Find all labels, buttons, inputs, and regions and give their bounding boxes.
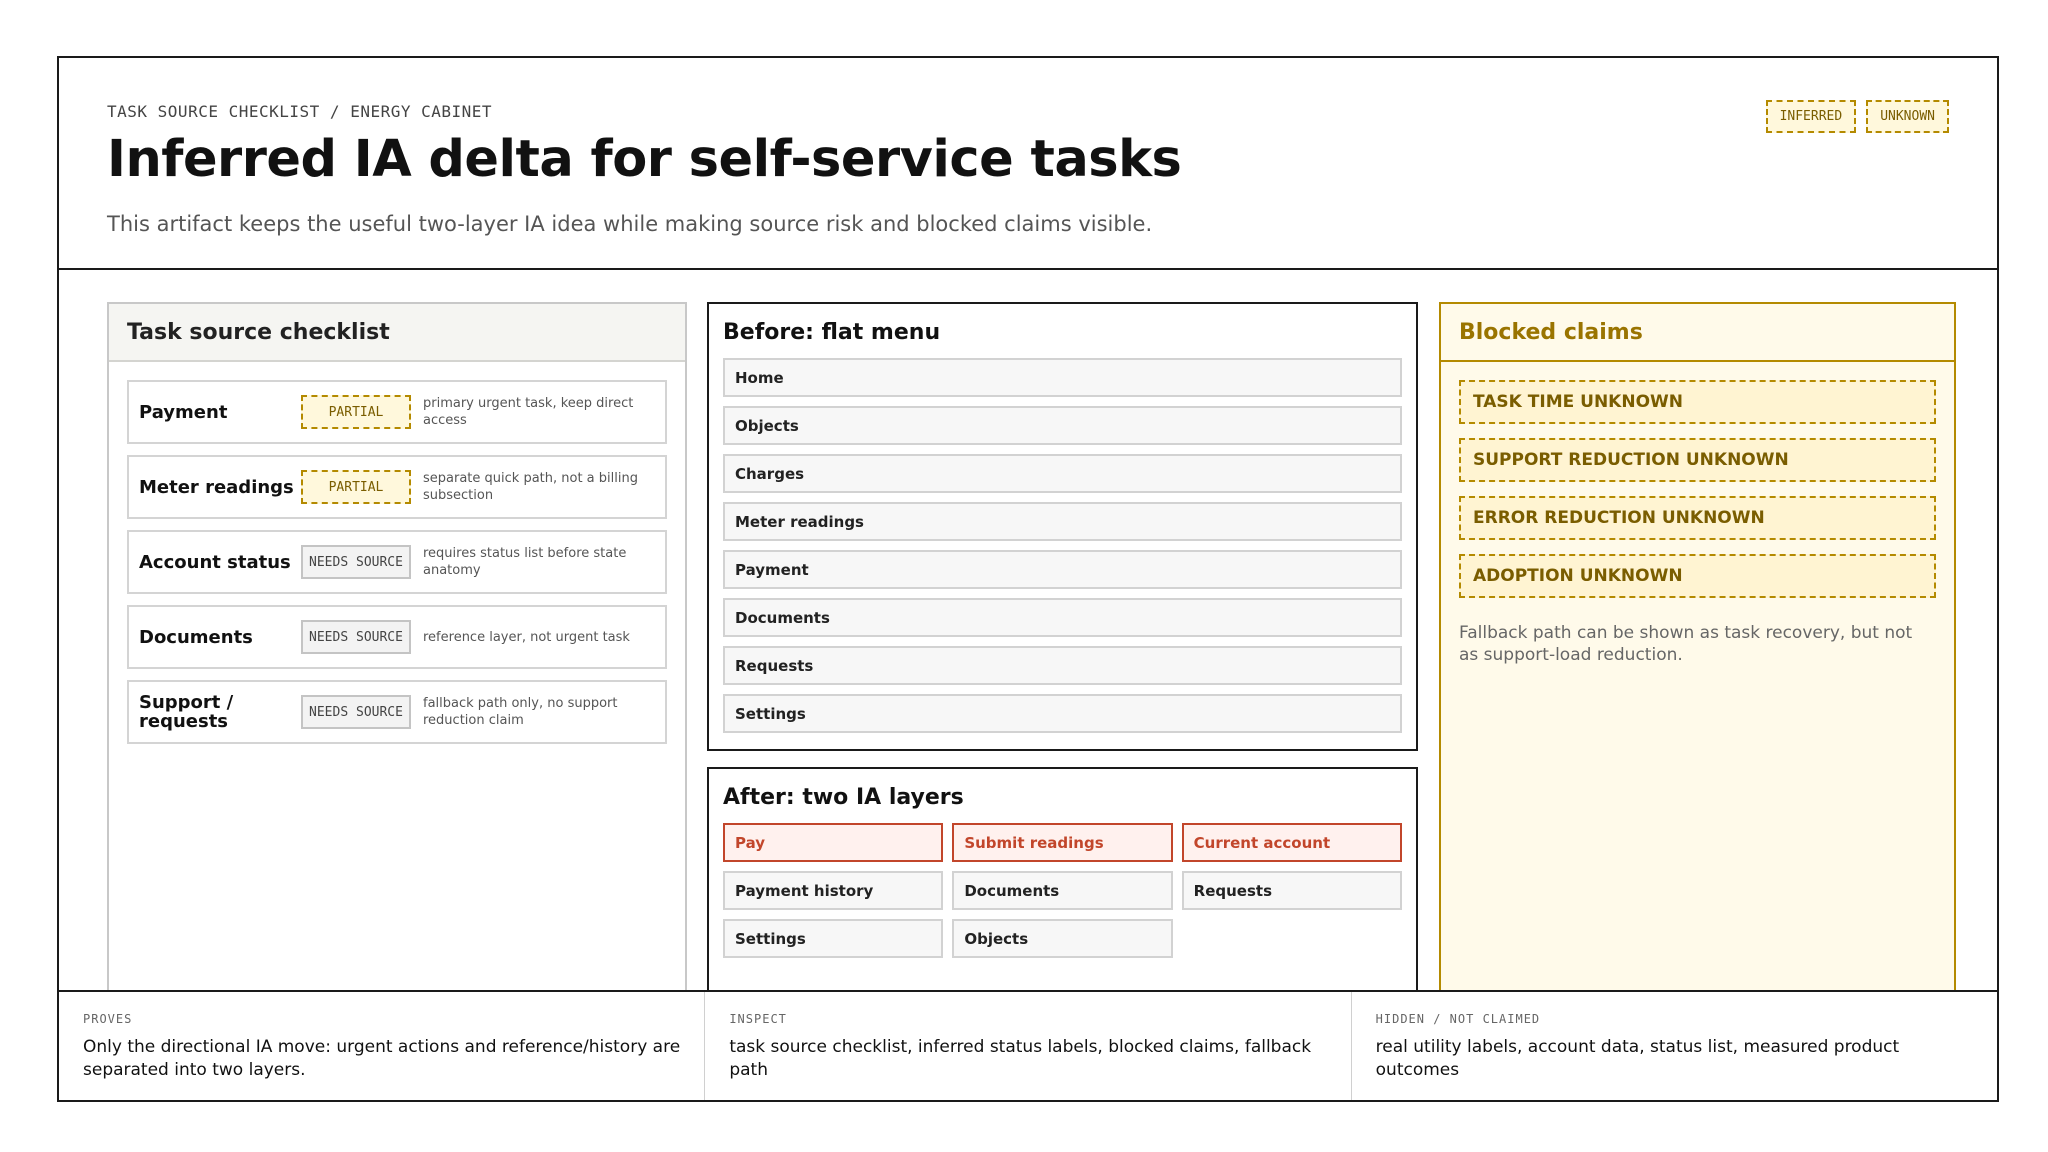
- task-note: reference layer, not urgent task: [423, 629, 630, 645]
- blocked-claims-panel: [1439, 302, 1956, 1062]
- footer: [59, 990, 1997, 1102]
- menu-item-payment: Payment: [723, 550, 1402, 589]
- fallback-note: Fallback path can be shown as task recovery, but not as support-load reduction.: [1459, 623, 1913, 665]
- urgent-item-current-account: Current account: [1182, 823, 1402, 862]
- reference-item-requests: Requests: [1182, 871, 1402, 910]
- page-subtitle: This artifact keeps the useful two-layer IA idea while making source risk and blocked claims visible.: [107, 212, 1153, 236]
- artifact-frame: [57, 56, 1999, 1102]
- before-flat-menu-panel: [707, 302, 1418, 751]
- hidden-text: real utility labels, account data, status list, measured product outcomes: [1375, 1037, 1900, 1080]
- footer-hidden: [1352, 992, 1997, 1102]
- menu-item-home: Home: [723, 358, 1402, 397]
- breadcrumb: TASK SOURCE CHECKLIST / ENERGY CABINET: [107, 102, 493, 121]
- status-badge: PARTIAL: [301, 395, 411, 429]
- task-name: Support / requests: [139, 692, 234, 732]
- header-badges: [1766, 100, 1949, 133]
- task-name: Documents: [139, 626, 253, 648]
- task-note: primary urgent task, keep direct access: [423, 396, 634, 428]
- menu-item-charges: Charges: [723, 454, 1402, 493]
- menu-item-requests: Requests: [723, 646, 1402, 685]
- proves-label: PROVES: [83, 1012, 133, 1026]
- flat-menu-list: [723, 358, 1402, 742]
- task-name: Account status: [139, 551, 291, 573]
- inferred-badge: INFERRED: [1766, 100, 1857, 133]
- claim-error-reduction: ERROR REDUCTION UNKNOWN: [1459, 496, 1936, 540]
- status-badge: NEEDS SOURCE: [301, 620, 411, 654]
- checklist-list: [127, 380, 667, 755]
- status-badge: NEEDS SOURCE: [301, 695, 411, 729]
- header: [59, 58, 1997, 270]
- proves-text: Only the directional IA move: urgent actions and reference/history are separated into two layers.: [83, 1037, 681, 1080]
- checklist-row-meter-readings: [127, 455, 667, 519]
- claim-task-time: TASK TIME UNKNOWN: [1459, 380, 1936, 424]
- hidden-label: HIDDEN / NOT CLAIMED: [1375, 1012, 1541, 1026]
- urgent-item-pay: Pay: [723, 823, 943, 862]
- two-layer-grid: [723, 823, 1402, 958]
- task-name: Meter readings: [139, 476, 294, 498]
- task-source-checklist-panel: [107, 302, 687, 1062]
- checklist-title: Task source checklist: [109, 304, 685, 362]
- footer-proves: [59, 992, 705, 1102]
- claims-list: [1459, 380, 1936, 612]
- blocked-title: Blocked claims: [1441, 304, 1954, 362]
- reference-item-settings: Settings: [723, 919, 943, 958]
- task-note: fallback path only, no support reduction claim: [423, 696, 618, 728]
- unknown-badge: UNKNOWN: [1866, 100, 1949, 133]
- checklist-row-payment: [127, 380, 667, 444]
- menu-item-meter-readings: Meter readings: [723, 502, 1402, 541]
- page-title: Inferred IA delta for self-service tasks: [107, 130, 1182, 189]
- checklist-row-support-requests: [127, 680, 667, 744]
- reference-item-objects: Objects: [952, 919, 1172, 958]
- footer-inspect: [705, 992, 1351, 1102]
- task-note: separate quick path, not a billing subsection: [423, 471, 638, 503]
- menu-item-documents: Documents: [723, 598, 1402, 637]
- inspect-text: task source checklist, inferred status labels, blocked claims, fallback path: [729, 1037, 1312, 1080]
- claim-support-reduction: SUPPORT REDUCTION UNKNOWN: [1459, 438, 1936, 482]
- claim-adoption: ADOPTION UNKNOWN: [1459, 554, 1936, 598]
- menu-item-settings: Settings: [723, 694, 1402, 733]
- urgent-item-submit-readings: Submit readings: [952, 823, 1172, 862]
- reference-item-payment-history: Payment history: [723, 871, 943, 910]
- task-note: requires status list before state anatomy: [423, 546, 627, 578]
- checklist-row-account-status: [127, 530, 667, 594]
- reference-item-documents: Documents: [952, 871, 1172, 910]
- status-badge: NEEDS SOURCE: [301, 545, 411, 579]
- checklist-row-documents: [127, 605, 667, 669]
- inspect-label: INSPECT: [729, 1012, 787, 1026]
- task-name: Payment: [139, 401, 228, 423]
- status-badge: PARTIAL: [301, 470, 411, 504]
- menu-item-objects: Objects: [723, 406, 1402, 445]
- before-title: Before: flat menu: [723, 320, 941, 345]
- after-title: After: two IA layers: [723, 785, 964, 810]
